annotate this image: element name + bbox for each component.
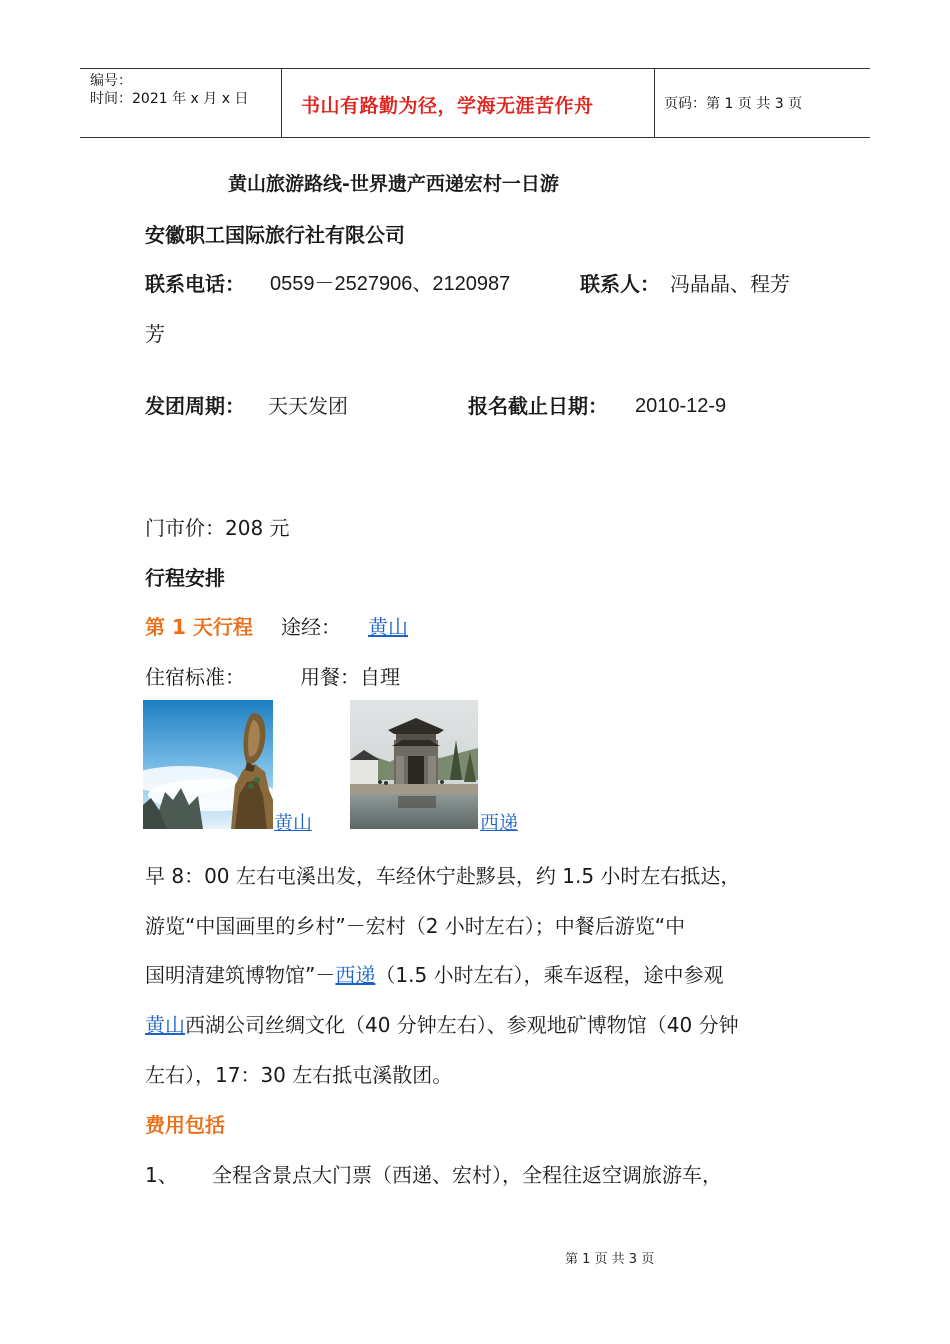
document-title: 黄山旅游路线-世界遗产西递宏村一日游 — [228, 173, 559, 195]
fee-item-number: 1、 — [145, 1163, 178, 1187]
meals-label: 用餐：自理 — [300, 665, 400, 689]
photo-caption-huangshan[interactable]: 黄山 — [274, 812, 313, 834]
xidi-photo — [350, 700, 478, 829]
header-divider — [281, 69, 282, 137]
paragraph-text: 国明清建筑博物馆”－ — [145, 963, 336, 987]
page-footer: 第 1 页 共 3 页 — [565, 1252, 655, 1267]
day-heading: 第 1 天行程 — [145, 615, 253, 639]
header-table — [80, 68, 870, 138]
paragraph-line: 早 8：00 左右屯溪出发，车经休宁赴黟县，约 1.5 小时左右抵达， — [145, 864, 741, 888]
itinerary-heading: 行程安排 — [145, 566, 225, 590]
motto: 书山有路勤为径，学海无涯苦作舟 — [301, 95, 594, 117]
header-divider — [654, 69, 655, 137]
phone-label: 联系电话： — [145, 272, 245, 296]
paragraph-text: 西湖公司丝绸文化（40 分钟左右）、参观地矿博物馆（40 分钟 — [185, 1013, 739, 1037]
link-huangshan[interactable]: 黄山 — [145, 1013, 185, 1037]
serial-label: 编号： — [90, 73, 132, 89]
paragraph-line: 游览“中国画里的乡村”－宏村（2 小时左右）；中餐后游览“中 — [145, 914, 686, 938]
contact-value: 冯晶晶、程芳 — [670, 272, 790, 296]
cycle-label: 发团周期： — [145, 394, 245, 418]
fees-heading: 费用包括 — [145, 1113, 225, 1137]
paragraph-line — [145, 961, 724, 989]
lodging-label: 住宿标准： — [145, 665, 245, 689]
photo-caption-xidi[interactable]: 西递 — [480, 812, 519, 834]
deadline-value: 2010-12-9 — [635, 395, 727, 417]
phone-value: 0559－2527906、2120987 — [270, 273, 511, 295]
fee-item-text: 全程含景点大门票（西递、宏村），全程往返空调旅游车， — [212, 1163, 722, 1187]
price: 门市价：208 元 — [145, 516, 290, 540]
page-info: 页码：第 1 页 共 3 页 — [664, 96, 803, 112]
link-xidi[interactable]: 西递 — [335, 963, 376, 987]
contact-value-continued: 芳 — [145, 322, 165, 346]
date-label: 时间：2021 年 x 月 x 日 — [90, 91, 249, 107]
huangshan-photo — [143, 700, 273, 829]
deadline-label: 报名截止日期： — [468, 394, 608, 418]
company-name: 安徽职工国际旅行社有限公司 — [145, 223, 405, 247]
via-link-huangshan[interactable]: 黄山 — [368, 615, 408, 639]
via-label: 途经： — [281, 615, 341, 639]
paragraph-line: 左右），17：30 左右抵屯溪散团。 — [145, 1063, 453, 1087]
contact-label: 联系人： — [580, 272, 660, 296]
paragraph-text: （1.5 小时左右），乘车返程，途中参观 — [375, 963, 724, 987]
paragraph-line — [145, 1011, 739, 1039]
cycle-value: 天天发团 — [268, 394, 348, 418]
